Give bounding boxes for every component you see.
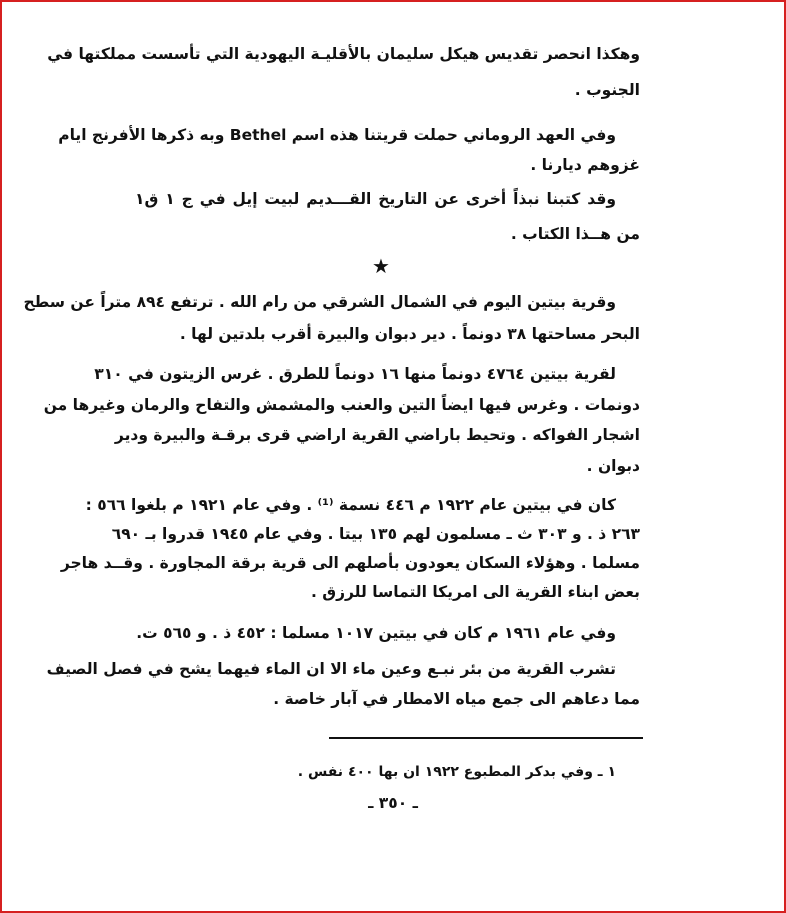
text-line: كان في بيتين عام ١٩٢٢ م ٤٤٦ نسمة ⁽¹⁾ . وفي عام ١٩٢١ م بلغوا ٥٦٦ : bbox=[85, 496, 616, 514]
section-separator-star: ★ bbox=[372, 254, 390, 278]
text-line: وهكذا انحصر تقديس هيكل سليمان بالأقليـة اليهودية التي تأسست مملكتها في bbox=[47, 45, 640, 63]
text-line: الجنوب . bbox=[574, 81, 640, 99]
text-line: تشرب القرية من بئر نبـع وعين ماء الا ان الماء فيهما يشح في فصل الصيف bbox=[46, 660, 616, 678]
text-line: مسلما . وهؤلاء السكان يعودون بأصلهم الى قرية برقة المجاورة . وقــد هاجر bbox=[60, 554, 640, 572]
text-line: غزوهم ديارنا . bbox=[530, 156, 640, 174]
text-line: وقد كتبنا نبذاً أخرى عن التاريخ القـــديم لبيت إيل في ج ١ ق١ bbox=[135, 190, 616, 208]
text-line: اشجار الفواكه . وتحيط باراضي القرية اراضي قرى برقـة والبيرة ودير bbox=[114, 426, 640, 444]
text-line: وقرية بيتين اليوم في الشمال الشرقي من رام الله . ترتفع ٨٩٤ متراً عن سطح bbox=[23, 293, 616, 311]
text-line: دونمات . وغرس فيها ايضاً التين والعنب والمشمش والتفاح والرمان وغيرها من bbox=[43, 396, 640, 414]
text-line: دبوان . bbox=[586, 457, 640, 475]
text-line: من هــذا الكتاب . bbox=[510, 225, 640, 243]
text-line: وفي العهد الروماني حملت قريتنا هذه اسم Bethel وبه ذكرها الأفرنج ايام bbox=[58, 126, 616, 144]
footnote: ١ ـ وفي بدكر المطبوع ١٩٢٢ ان بها ٤٠٠ نفس . bbox=[297, 764, 616, 780]
text-line: ٢٦٣ ذ . و ٣٠٣ ث ـ مسلمون لهم ١٣٥ بيتا . وفي عام ١٩٤٥ قدروا بـ ٦٩٠ bbox=[111, 525, 640, 543]
text-line: مما دعاهم الى جمع مياه الامطار في آبار خاصة . bbox=[273, 690, 640, 708]
text-line: بعض ابناء القرية الى امريكا التماسا للرزق . bbox=[310, 583, 640, 601]
text-line: لقرية بيتين ٤٧٦٤ دونماً منها ١٦ دونماً للطرق . غرس الزيتون في ٣١٠ bbox=[94, 365, 616, 383]
page-number: ـ ٣٥٠ ـ bbox=[368, 794, 418, 812]
footnote-divider bbox=[329, 737, 643, 739]
text-line: البحر مساحتها ٣٨ دونماً . دير دبوان والبيرة أقرب بلدتين لها . bbox=[179, 325, 640, 343]
text-line: وفي عام ١٩٦١ م كان في بيتين ١٠١٧ مسلما : ٤٥٢ ذ . و ٥٦٥ ت. bbox=[136, 624, 616, 642]
